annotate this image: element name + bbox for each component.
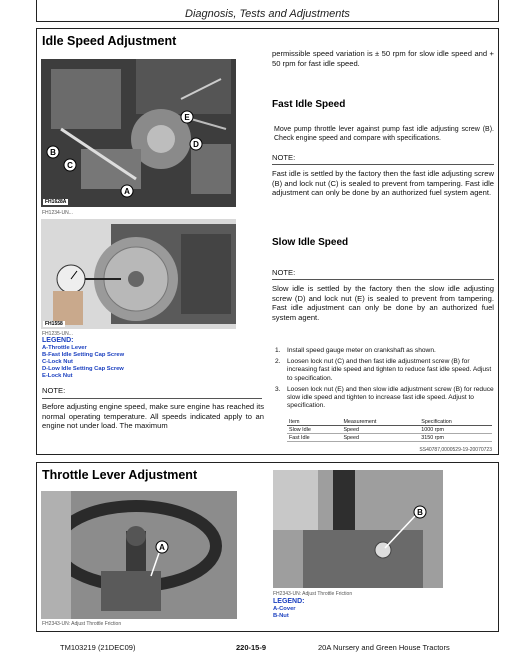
- callout-a: [121, 185, 133, 197]
- slow-idle-title: Slow Idle Speed: [272, 237, 349, 248]
- legend-title: LEGEND:: [42, 337, 74, 344]
- fast-idle-note-label: NOTE:: [272, 153, 296, 162]
- legend-item-d: D-Low Idle Setting Cap Screw: [42, 366, 124, 372]
- footer-manual-title: 20A Nursery and Green House Tractors: [318, 643, 450, 652]
- fast-idle-text: Move pump throttle lever against pump fast idle adjusting screw (B). Check engine speed and compare with specifications.: [274, 126, 494, 142]
- table-row: Fast Idle Speed 3150 rpm: [287, 434, 492, 442]
- svg-text:B: B: [50, 148, 56, 157]
- intro-text: Before adjusting engine speed, make sure engine has reached its normal operating temperature. All speeds indicated apply to an engine not under load. The maximum: [42, 402, 264, 431]
- fast-note-divider: [272, 164, 494, 165]
- fast-idle-note: Fast idle is settled by the factory then the fast idle adjusting screw (B) and lock nut (C) is sealed to prevent from tampering. Fast idle adjustment can only be done by an authorized fuel system agent.: [272, 169, 494, 198]
- throttle-legend-title: LEGEND:: [273, 598, 305, 605]
- photo1-callouts: [41, 59, 236, 207]
- slow-idle-note: Slow idle is settled by the factory then the slow idle adjusting screw (D) and lock nut (E) is sealed to prevent from tampering. Fast idle adjustment can only be done by an authorized fuel system agent.: [272, 284, 494, 322]
- engine-pump-photo: [41, 59, 236, 207]
- photo3-callouts: [41, 491, 237, 619]
- throttle-nut-photo: [273, 470, 443, 588]
- steering-wheel-photo: [41, 491, 237, 619]
- callout-d: [190, 138, 202, 150]
- photo2-caption: FH1235-UN...: [42, 331, 73, 337]
- photo2-tag: FH1558: [45, 321, 63, 327]
- note-divider: [42, 398, 262, 399]
- fast-idle-title: Fast Idle Speed: [272, 99, 346, 110]
- step-3: 3. Loosen lock nut (E) and then slow idle adjustment screw (B) for reduce slow idle speed and tighten to increase fast idle speed. Adjust to specification.: [275, 385, 494, 410]
- idle-section-title: Idle Speed Adjustment: [42, 34, 177, 48]
- photo4-callouts: [273, 470, 443, 588]
- step-1: 1. Install speed gauge meter on crankshaft as shown.: [275, 347, 436, 354]
- svg-text:E: E: [184, 113, 190, 122]
- spec-table: [287, 419, 492, 442]
- photo4-caption: FH2343-UN: Adjust Throttle Friction: [273, 591, 353, 597]
- footer-page-number: 220-15-9: [236, 643, 267, 652]
- throttle-section-title: Throttle Lever Adjustment: [42, 468, 198, 482]
- note-label: NOTE:: [42, 386, 66, 395]
- legend-item-nut: B-Nut: [273, 613, 289, 619]
- spec-header-row: Item Measurement Specification: [287, 419, 492, 426]
- legend-item-cover: A-Cover: [273, 606, 296, 612]
- page-header: [36, 0, 499, 22]
- adjustment-steps: [275, 347, 495, 413]
- slow-note-divider: [272, 279, 494, 280]
- svg-text:C: C: [67, 161, 73, 170]
- callout-b: [414, 506, 426, 518]
- legend-item-a: A-Throttle Lever: [42, 345, 87, 351]
- header-title: Diagnosis, Tests and Adjustments: [185, 8, 350, 20]
- footer-doc-id: TM103219 (21DEC09): [60, 643, 136, 652]
- svg-text:B: B: [417, 508, 423, 517]
- idle-speed-section: [36, 28, 499, 455]
- svg-text:A: A: [124, 187, 130, 196]
- slow-idle-note-label: NOTE:: [272, 268, 296, 277]
- callout-a: [156, 541, 168, 553]
- callout-e: [181, 111, 193, 123]
- document-signature: SS40787,0000529-19-20070723: [419, 447, 492, 453]
- intro-continued: permissible speed variation is ± 50 rpm for slow idle speed and + 50 rpm for fast idle speed.: [272, 49, 494, 68]
- step-2: 2. Loosen lock nut (C) and then fast idle adjustment screw (B) for increasing fast idle speed and tighten to reduce fast idle speed. Adjust to specification.: [275, 358, 492, 382]
- callout-c: [64, 159, 76, 171]
- speed-gauge-photo: [41, 219, 236, 329]
- photo1-tag: FH1628A: [45, 199, 67, 205]
- speed-gauge-illustration: [41, 219, 236, 329]
- photo3-caption: FH2343-UN: Adjust Throttle Friction: [42, 621, 122, 627]
- table-row: Slow Idle Speed 1000 rpm: [287, 426, 492, 434]
- callout-b: [47, 146, 59, 158]
- legend-item-b: B-Fast Idle Setting Cap Screw: [42, 352, 125, 358]
- svg-text:A: A: [159, 543, 165, 552]
- photo1-caption: FH1234-UN...: [42, 210, 73, 216]
- svg-text:D: D: [193, 140, 199, 149]
- legend-item-e: E-Lock Nut: [42, 373, 73, 379]
- legend-item-c: C-Lock Nut: [42, 359, 73, 365]
- throttle-section: [36, 462, 499, 632]
